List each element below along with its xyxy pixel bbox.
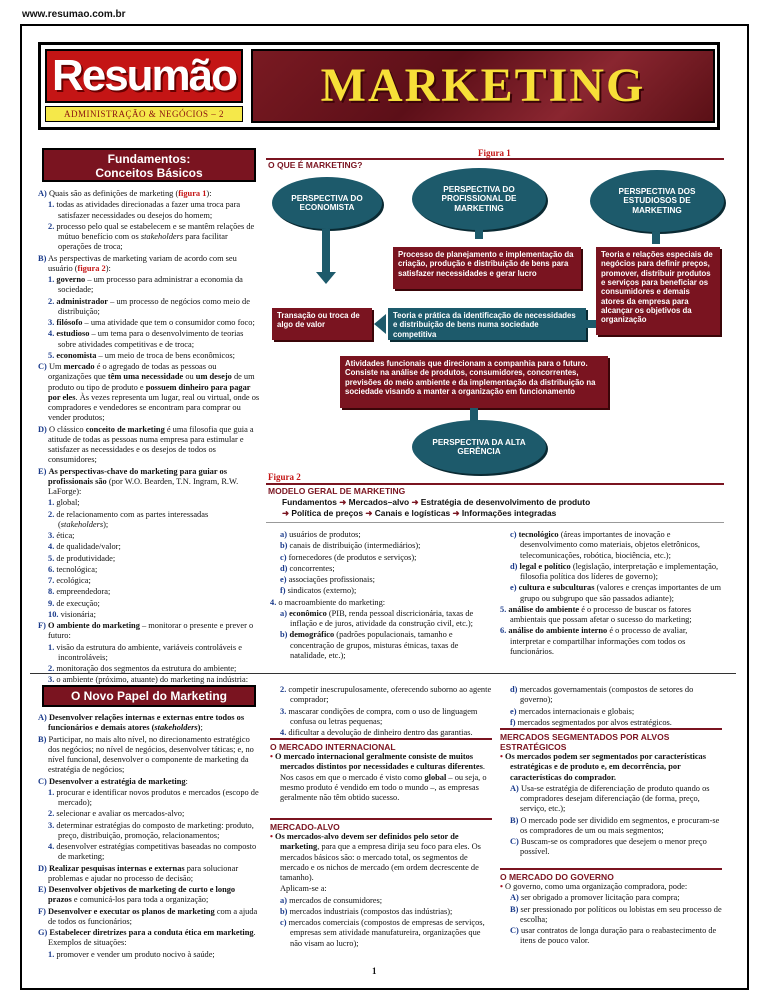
fig2-item: Fundamentos	[282, 497, 337, 507]
fundamentos-body	[38, 189, 260, 687]
page-title: MARKETING	[320, 58, 646, 112]
box-teoria-especiais: Teoria e relações especiais de negócios para definir preços, promover, distribuir produtos e serviços para beneficiar os consumidores e demais atores da empresa para alcançar os objetivos da organização	[596, 247, 720, 335]
list-item: D) Realizar pesquisas internas e externas para solucionar problemas e ajudar no processo de decisão;	[38, 863, 239, 883]
arrow-shaft	[475, 229, 483, 239]
list-item: 2. competir inescrupulosamente, oferecendo suborno ao agente comprador;	[280, 685, 492, 705]
list-item: b) mercados industriais (compostos das indústrias);	[280, 906, 453, 916]
list-item: 4. desenvolver estratégias competitivas baseadas no composto de marketing;	[48, 842, 257, 862]
list-item: • O mercado internacional geralmente consiste de muitos mercados distintos por necessidades e culturas diferentes. Nos casos em que o mercado é visto como global – ou seja, o mesmo produto é vendido em todo o mundo –, as empresas geralmente não têm obtido sucesso.	[270, 752, 487, 802]
list-item: 3. o ambiente (próximo, atuante) do marketing na indústria:	[48, 675, 249, 685]
list-item: 5. análise do ambiente é o processo de buscar os fatores ambientais que possam afetar o sucesso do marketing;	[500, 604, 692, 624]
list-item: 5. de produtividade;	[48, 553, 116, 563]
list-item: D) O clássico conceito de marketing é uma filosofia que guia a atitude de todas as pessoas numa empresa para estimular e satisfazer as necessidades e os desejos de todos os consumidores;	[38, 424, 254, 465]
list-item: 3. mascarar condições de compra, com o uso de linguagem confusa ou letras pequenas;	[280, 706, 478, 726]
list-item: f) sindicatos (externo);	[280, 586, 357, 596]
ambiente-continuation-2	[500, 530, 722, 658]
arrow-head	[316, 272, 336, 284]
list-item: e) mercados internacionais e globais;	[510, 706, 635, 716]
arrow-head	[374, 314, 386, 334]
list-item: A) Usa-se estratégia de diferenciação de produto quando os compradores desejam diferenciação (de forma, preço, serviço, etc.);	[510, 783, 710, 814]
list-item: d) concorrentes;	[280, 563, 335, 573]
section-heading-mercado-alvo: MERCADO-ALVO	[270, 818, 492, 832]
list-item: E) As perspectivas-chave do marketing para guiar os profissionais são (por W.O. Bearden, T.N. Ingram, R.W. LaForge):	[38, 466, 239, 496]
list-item: F) Desenvolver e executar os planos de marketing com a ajuda de todos os funcionários;	[38, 906, 258, 926]
mercados-segmentados-body	[500, 752, 722, 859]
header-subtitle: ADMINISTRAÇÃO & NEGÓCIOS – 2	[45, 106, 243, 122]
list-item: C) Um mercado é o agregado de todas as pessoas ou organizações que têm uma necessidade ou um desejo de um produto ou tipo de produto e possuem dinheiro para pagar por eles. Às vezes representa um lugar, real ou virtual, onde os compradores e vendedores se encontram para comprar ou vender produtos;	[38, 362, 260, 423]
list-item: F) O ambiente do marketing – monitorar o presente e prever o futuro:	[38, 621, 254, 641]
list-item: 1. promover e vender um produto nocivo à saúde;	[48, 949, 215, 959]
section-heading-mercados-segmentados: MERCADOS SEGMENTADOS POR ALVOS ESTRATÉGICOS	[500, 728, 722, 753]
ambiente-continuation	[270, 530, 492, 662]
fig2-item: Política de preços	[291, 508, 364, 518]
section-heading-novo-papel: O Novo Papel do Marketing	[42, 685, 256, 707]
list-item: a) usuários de produtos;	[280, 530, 361, 539]
figure2-row-1	[282, 497, 590, 507]
figure2-label: Figura 2	[268, 472, 301, 482]
list-item: A) ser obrigado a promover licitação para compra;	[510, 893, 680, 903]
mercado-alvo-body	[270, 832, 492, 950]
ellipse-estudiosos: PERSPECTIVA DOS ESTUDIOSOS DE MARKETING	[590, 170, 724, 232]
list-item: B) ser pressionado por políticos ou lobistas em seu processo de escolha;	[510, 904, 722, 924]
list-item: 8. empreendedora;	[48, 587, 111, 597]
novo-papel-body	[38, 713, 260, 961]
list-item: E) Desenvolver objetivos de marketing de curto e longo prazos e comunicá-los para toda a organização;	[38, 885, 236, 905]
title-banner	[251, 49, 715, 123]
list-item: e) associações profissionais;	[280, 575, 375, 584]
fig2-item: Mercados–alvo	[348, 497, 410, 507]
list-item: 10. visionária;	[48, 609, 96, 619]
list-item: B) As perspectivas de marketing variam de acordo com seu usuário (figura 2):	[38, 253, 237, 273]
list-item: • Os mercados-alvo devem ser definidos pelo setor de marketing, para que a empresa dirija seu foco para eles. Os mercados básicos são: o mercado total, os segmentos de mercado e os nichos de mercado (em ordem decrescente de tamanho).	[270, 832, 481, 882]
ellipse-alta-gerencia: PERSPECTIVA DA ALTA GERÊNCIA	[412, 420, 546, 474]
list-item: f) mercados segmentados por alvos estratégicos.	[510, 717, 672, 727]
box-atividades: Atividades funcionais que direcionam a companhia para o futuro. Consiste na análise de produtos, consumidores, concorrentes, previsões do meio ambiente e da implementação da distribuição na sociedade visando a manter a organização em funcionamento	[340, 356, 608, 408]
list-item: 9. de execução;	[48, 598, 100, 608]
arrow-shaft	[586, 320, 596, 328]
list-item: 4. de qualidade/valor;	[48, 542, 121, 552]
list-item: B) Participar, no mais alto nível, no direcionamento estratégico dos negócios; no nível de negócios, desenvolver táticas; e, no nível funcional, desenvolver o componente de marketing da estratégia de negócios;	[38, 734, 254, 775]
fig2-item: Canais e logísticas	[374, 508, 451, 518]
list-item: 2. monitoração dos segmentos da estrutura do ambiente;	[48, 664, 237, 673]
ellipse-profissional: PERSPECTIVA DO PROFISSIONAL DE MARKETING	[412, 168, 546, 230]
list-item: B) O mercado pode ser dividido em segmentos, e procuram-se os compradores de um ou mais segmentos;	[510, 815, 720, 835]
list-item: d) legal e político (legislação, interpretação e implementação, filosofia política dos líderes de governo);	[510, 561, 719, 581]
list-item: 4. estudioso – um tema para o desenvolvimento de teorias sobre atividades competitivas e de troca;	[48, 329, 244, 349]
fig2-item: Estratégia de desenvolvimento de produto	[420, 497, 591, 507]
list-item: Aplicam-se a:	[280, 884, 327, 894]
box-processo: Processo de planejamento e implementação da criação, produção e distribuição de bens para satisfazer necessidades e gerar lucro	[393, 247, 581, 289]
list-item: 1. global;	[48, 498, 80, 508]
list-item: C) Buscam-se os compradores que desejem o menor preço possível.	[510, 837, 707, 857]
list-item: 2. administrador – um processo de negócios como meio de distribuição;	[48, 296, 250, 316]
list-item: C) usar contratos de longa duração para o reabastecimento de itens de pouco valor.	[510, 926, 717, 946]
list-item: 2. processo pelo qual se estabelecem e se mantêm relações de mútuo benefício com os stakeholders para facilitar operações de troca;	[48, 221, 255, 252]
list-item: 3. ética;	[48, 531, 75, 540]
list-item: 1. procurar e identificar novos produtos e mercados (escopo de mercado);	[48, 787, 259, 807]
box-transacao: Transação ou troca de algo de valor	[272, 308, 372, 340]
site-url: www.resumao.com.br	[22, 9, 126, 20]
list-item: • O governo, como uma organização compradora, pode:	[500, 882, 688, 891]
list-item: d) mercados governamentais (compostos de setores do governo);	[510, 685, 694, 705]
logo	[45, 49, 243, 103]
list-item: 4. o macroambiente do marketing:	[270, 597, 386, 607]
list-item: b) canais de distribuição (intermediários);	[280, 541, 421, 551]
mercado-internacional-body	[270, 752, 492, 804]
list-item: b) demográfico (padrões populacionais, tamanho e concentração de grupos, misturas étnicas, taxas de natalidade, etc.);	[280, 630, 459, 660]
section-heading-mercado-internacional: O MERCADO INTERNACIONAL	[270, 738, 492, 752]
list-item: a) mercados de consumidores;	[280, 895, 383, 905]
header	[38, 42, 720, 130]
list-item: e) cultura e subculturas (valores e crenças importantes de um grupo ou subgrupo que são passados adiante);	[510, 583, 721, 603]
list-item: 2. selecionar e avaliar os mercados-alvo;	[48, 809, 185, 819]
etica-continuation	[270, 685, 492, 739]
figure2-row-2	[282, 508, 556, 518]
arrow-shaft	[652, 232, 660, 244]
list-item: c) tecnológico (áreas importantes de inovação e desenvolvimento como materiais, objetos eletrônicos, telecomunicações, robótica, biociência, etc.);	[510, 530, 701, 560]
list-item: G) Estabelecer diretrizes para a conduta ética em marketing. Exemplos de situações:	[38, 928, 256, 948]
list-item: 7. ecológica;	[48, 576, 91, 585]
list-item: c) fornecedores (de produtos e serviços);	[280, 552, 417, 562]
figure1-label: Figura 1	[478, 148, 511, 158]
arrow-right-icon: ➜	[339, 497, 349, 507]
list-item: 3. filósofo – uma atividade que tem o consumidor como foco;	[48, 318, 255, 327]
arrow-right-icon: ➜	[411, 497, 421, 507]
mercados-continuation	[500, 685, 722, 729]
figure2-rule	[266, 483, 724, 485]
list-item: 3. determinar estratégias do composto de marketing: produto, preço, distribuição, promoção, relacionamentos;	[48, 820, 254, 840]
list-item: 6. análise do ambiente interno é o processo de avaliar, interpretar e compartilhar informações com todos os funcionários.	[500, 626, 688, 656]
ellipse-economista: PERSPECTIVA DO ECONOMISTA	[272, 177, 382, 229]
list-item: 1. visão da estrutura do ambiente, variáveis controláveis e incontroláveis;	[48, 642, 242, 662]
list-item: C) Desenvolver a estratégia de marketing:	[38, 776, 188, 786]
section-heading-fundamentos	[42, 148, 256, 182]
list-item: 6. tecnológica;	[48, 564, 98, 574]
section-divider	[30, 673, 736, 674]
section-heading-mercado-governo: O MERCADO DO GOVERNO	[500, 868, 722, 882]
list-item: 1. todas as atividades direcionadas a fazer uma troca para satisfazer necessidades ou desejos do homem;	[48, 200, 241, 220]
list-item: • Os mercados podem ser segmentados por características estratégicas e de produto e, em decorrência, por características do comprador.	[500, 752, 706, 782]
figure2-title: MODELO GERAL DE MARKETING	[268, 486, 406, 496]
arrow-right-icon: ➜	[282, 508, 292, 518]
list-item: A) Quais são as definições de marketing (figura 1):	[38, 189, 212, 198]
fig2-item: Informações integradas	[461, 508, 557, 518]
arrow-shaft	[322, 229, 330, 274]
heading-line-2: Conceitos Básicos	[95, 166, 203, 180]
list-item: c) mercados comerciais (compostos de empresas de serviços, empresas sem atividade manufatureira, organizações que não visam ao lucro);	[280, 918, 485, 948]
page-number: 1	[372, 966, 377, 976]
list-item: 1. governo – um processo para administrar a economia da sociedade;	[48, 275, 243, 295]
mercado-governo-body	[500, 882, 722, 948]
logo-block	[45, 49, 243, 123]
list-item: 4. dificultar a devolução de dinheiro dentro das garantias.	[280, 728, 473, 737]
box-teoria-pratica: Teoria e prática da identificação de necessidades e distribuição de bens numa sociedade competitiva	[388, 308, 586, 340]
list-item: 2. de relacionamento com as partes interessadas (stakeholders);	[48, 509, 209, 529]
list-item: 5. economista – um meio de troca de bens econômicos;	[48, 350, 236, 360]
list-item: A) Desenvolver relações internas e externas entre todos os funcionários e demais atores (stakeholders);	[38, 713, 245, 733]
figure2-bottom-rule	[266, 522, 724, 523]
figure1-question: O QUE É MARKETING?	[268, 160, 363, 170]
list-item: a) econômico (PIB, renda pessoal discricionária, taxas de inflação e de juros, atividade da construção civil, etc.);	[280, 608, 474, 628]
arrow-right-icon: ➜	[452, 508, 462, 518]
heading-line-1: Fundamentos:	[107, 152, 191, 166]
logo-text: Resumão	[51, 51, 237, 101]
arrow-right-icon: ➜	[365, 508, 375, 518]
